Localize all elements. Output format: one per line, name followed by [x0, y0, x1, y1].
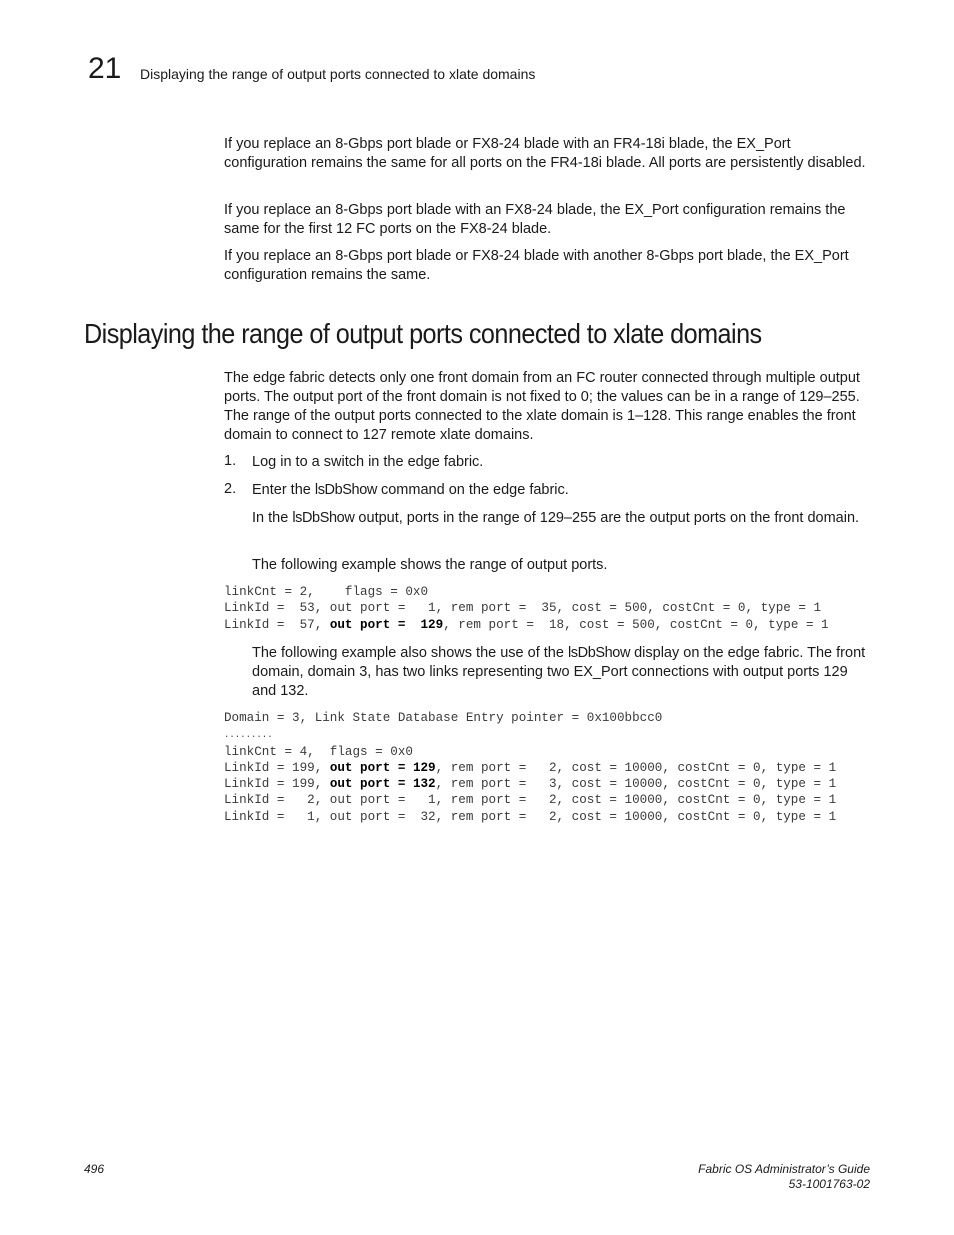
guide-title: Fabric OS Administrator’s Guide: [698, 1162, 870, 1176]
code-example-2: Domain = 3, Link State Database Entry pointer = 0x100bbcc0 ......... linkCnt = 4, flags = 0x0 LinkId = 199, out port = 129, rem port = 2, cost = 10000, costCnt = 0, type = 1 LinkId = 199, out port = 132, rem port = 3, cost = 10000, costCnt = 0, type = 1 LinkId = 2, out port = 1, rem port = 2, cost = 10000, costCnt = 0, type = 1 LinkId = 1, out port = 32, rem port = 2, cost = 10000, costCnt = 0, type = 1: [224, 711, 837, 824]
intro-paragraph-3: If you replace an 8-Gbps port blade or FX8-24 blade with another 8-Gbps port blade, the EX_Port configuration remains the same.: [224, 248, 849, 283]
document-number: 53-1001763-02: [788, 1177, 870, 1191]
code-example-1: linkCnt = 2, flags = 0x0 LinkId = 53, out port = 1, rem port = 35, cost = 500, costCnt = 0, type = 1 LinkId = 57, out port = 129, rem port = 18, cost = 500, costCnt = 0, type = 1: [224, 585, 829, 632]
step-1-text: Log in to a switch in the edge fabric.: [252, 454, 484, 470]
section-heading: Displaying the range of output ports connected to xlate domains: [84, 318, 762, 349]
lsdbshow-command: lsDbShow: [292, 510, 355, 526]
footer-document-info: [698, 1162, 870, 1192]
intro-paragraph-1: If you replace an 8-Gbps port blade or FX8-24 blade with an FR4-18i blade, the EX_Port configuration remains the same for all ports on the FR4-18i blade. All ports are persistently disabled.: [224, 136, 866, 171]
intro-paragraph-2: If you replace an 8-Gbps port blade with an FX8-24 blade, the EX_Port configuration remains the same for the first 12 FC ports on the FX8-24 blade.: [224, 202, 846, 237]
running-header-title: Displaying the range of output ports connected to xlate domains: [140, 66, 536, 82]
step-2-note-output: In the lsDbShow output, ports in the range of 129–255 are the output ports on the front domain.: [252, 510, 860, 526]
lsdbshow-command: lsDbShow: [314, 482, 377, 498]
example-2-intro: The following example also shows the use of the lsDbShow display on the edge fabric. The front domain, domain 3, has two links representing two EX_Port connections with output ports 129 and 132.: [252, 645, 866, 699]
step-2-text: Enter the lsDbShow command on the edge fabric.: [252, 482, 569, 498]
step-1-number: 1.: [224, 453, 237, 469]
page-number: 496: [84, 1162, 105, 1176]
step-2-number: 2.: [224, 481, 237, 497]
section-body-paragraph: The edge fabric detects only one front domain from an FC router connected through multiple output ports. The output port of the front domain is not fixed to 0; the values can be in a range of 129–255. The range of the output ports connected to the xlate domain is 1–128. This range enables the front domain to connect to 127 remote xlate domains.: [224, 370, 860, 443]
example-1-intro: The following example shows the range of output ports.: [252, 557, 608, 573]
chapter-number: 21: [88, 52, 122, 85]
lsdbshow-command: lsDbShow: [567, 645, 631, 661]
